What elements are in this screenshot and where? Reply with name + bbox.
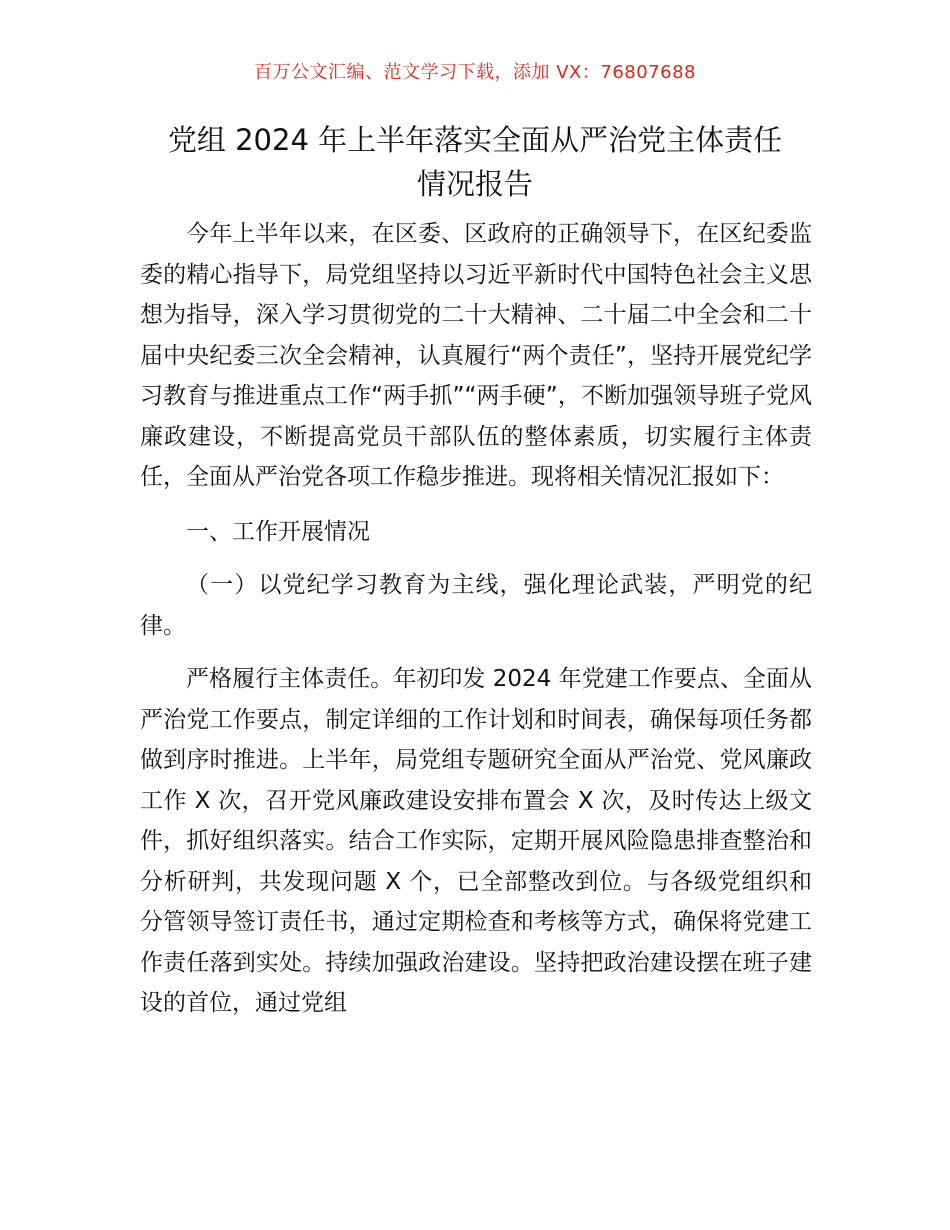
title-line-2: 情况报告 (416, 167, 533, 201)
subsection-heading: （一）以党纪学习教育为主线，强化理论武装，严明党的纪律。 (140, 572, 812, 639)
section-heading: 一、工作开展情况 (186, 518, 370, 545)
document-title (120, 118, 830, 206)
body-paragraph: 严格履行主体责任。年初印发 2024 年党建工作要点、全面从严治党工作要点，制定详细的工作计划和时间表，确保每项任务都做到序时推进。上半年，局党组专题研究全面从严治党、党风廉政工作 X 次，召开党风廉政建设安排布置会 X 次，及时传达上级文件，抓好组织落实。结合工作实际，定期开展风险隐患排查整治和分析研判，共发现问题 X 个，已全部整改到位。与各级党组织和分管领导签订责任书，通过定期检查和考核等方式，确保将党建工作责任落到实处。持续加强政治建设。坚持把政治建设摆在班子建设的首位，通过党组 (140, 666, 812, 1016)
intro-paragraph: 今年上半年以来，在区委、区政府的正确领导下，在区纪委监委的精心指导下，局党组坚持以习近平新时代中国特色社会主义思想为指导，深入学习贯彻党的二十大精神、二十届二中全会和二十届中央纪委三次全会精神，认真履行“两个责任”，坚持开展党纪学习教育与推进重点工作“两手抓”“两手硬”，不断加强领导班子党风廉政建设，不断提高党员干部队伍的整体素质，切实履行主体责任，全面从严治党各项工作稳步推进。现将相关情况汇报如下： (140, 221, 812, 490)
header-watermark-note: 百万公文汇编、范文学习下载，添加 VX：76807688 (254, 62, 696, 83)
title-line-1: 党组 2024 年上半年落实全面从严治党主体责任 (167, 123, 783, 157)
document-body (140, 214, 812, 1024)
